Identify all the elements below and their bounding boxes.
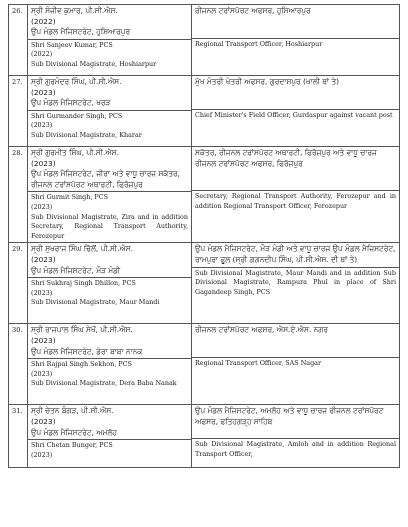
- table-row: [9, 147, 400, 243]
- officer-name-english: Shri Gurmit Singh, PCS (2023) Sub Divisional Magistrate, Zira and in addition Secretary, Regional Transport Authority, Ferozepur: [31, 193, 188, 240]
- posting-punjabi: ਮੁੱਖ ਮੰਤਰੀ ਖੇਤਰੀ ਅਫਸਰ, ਗੁਰਦਾਸਪੁਰ (ਖਾਲੀ ਥਾਂ ਤੇ): [195, 77, 339, 86]
- table-row: [9, 324, 400, 405]
- posting-cell: [192, 324, 400, 405]
- table-row: [9, 405, 400, 468]
- table-row: [9, 76, 400, 147]
- posting-punjabi: ਸਕੱਤਰ, ਰੀਜਨਲ ਟਰਾਂਸਪੋਰਟ ਅਥਾਰਟੀ, ਫਿਰੋਜ਼ਪੁਰ ਅਤੇ ਵਾਧੂ ਚਾਰਜ ਰੀਜਨਲ ਟਰਾਂਸਪੋਰਟ ਅਫਸਰ, ਫਿਰੋਜ਼ਪੁਰ: [195, 148, 377, 168]
- officer-cell: [28, 147, 192, 243]
- serial-number: 31.: [9, 405, 28, 468]
- table-row: [9, 243, 400, 324]
- posting-punjabi: ਉਪ ਮੰਡਲ ਮੈਜਿਸਟਰੇਟ, ਅਮਲੋਹ ਅਤੇ ਵਾਧੂ ਚਾਰਜ ਰੀਜਨਲ ਟਰਾਂਸਪੋਰਟ ਅਫਸਰ, ਫਤਿਹਗੜ੍ਹ ਸਾਹਿਬ: [195, 406, 384, 426]
- transfer-orders-table: [8, 4, 400, 468]
- officer-cell: [28, 324, 192, 405]
- serial-number: 26.: [9, 5, 28, 76]
- posting-punjabi: ਉਪ ਮੰਡਲ ਮੈਜਿਸਟਰੇਟ, ਮੌੜ ਮੰਡੀ ਅਤੇ ਵਾਧੂ ਚਾਰਜ ਉਪ ਮੰਡਲ ਮੈਜਿਸਟਰੇਟ, ਰਾਮਪੁਰਾ ਫੂਲ (ਸ੍ਰੀ ਗਗਨਦੀਪ ਸਿੰਘ, ਪੀ.ਸੀ.ਐਸ. ਦੀ ਥਾਂ ਤੇ): [195, 244, 396, 264]
- serial-number: 29.: [9, 243, 28, 324]
- officer-name-english: Shri Gurmander Singh, PCS (2023) Sub Divisional Magistrate, Kharar: [31, 111, 142, 139]
- posting-english: Regional Transport Officer, SAS Nagar: [195, 359, 322, 368]
- officer-cell: [28, 76, 192, 147]
- posting-cell: [192, 405, 400, 468]
- officer-cell: [28, 243, 192, 324]
- posting-english: Chief Minister's Field Officer, Gurdaspur against vacant post: [195, 111, 393, 119]
- posting-english: Sub Divisional Magistrate, Amloh and in addition Regional Transport Officer,: [195, 440, 396, 458]
- serial-number: 30.: [9, 324, 28, 405]
- serial-number: 28.: [9, 147, 28, 243]
- officer-name-english: Shri Sukhraj Singh Dhillon, PCS (2023) Sub Divisional Magistrate, Maur Mandi: [31, 279, 160, 307]
- officer-name-english: Shri Sanjeev Kumar, PCS (2022) Sub Divisional Magistrate, Hoshiarpur: [31, 40, 157, 68]
- officer-name-english: Shri Chetan Bunger, PCS (2023): [31, 441, 113, 459]
- officer-name-punjabi: ਸ੍ਰੀ ਗੁਰਮੀਤ ਸਿੰਘ, ਪੀ.ਸੀ.ਐਸ. (2023) ਉਪ ਮੰਡਲ ਮੈਜਿਸਟਰੇਟ, ਜੀਰਾ ਅਤੇ ਵਾਧੂ ਚਾਰਜ ਸਕੱਤਰ, ਰੀਜਨਲ ਟਰਾਂਸਪੋਰਟ ਅਥਾਰਟੀ, ਫਿਰੋਜ਼ਪੁਰ: [31, 148, 180, 189]
- table-row: [9, 5, 400, 76]
- posting-cell: [192, 5, 400, 76]
- officer-name-punjabi: ਸ੍ਰੀ ਸੁਖਰਾਜ ਸਿੰਘ ਢਿੱਲੋਂ, ਪੀ.ਸੀ.ਐਸ. (2023) ਉਪ ਮੰਡਲ ਮੈਜਿਸਟਰੇਟ, ਮੌੜ ਮੰਡੀ: [31, 244, 134, 275]
- posting-cell: [192, 76, 400, 147]
- posting-punjabi: ਰੀਜਨਲ ਟਰਾਂਸਪੋਰਟ ਅਫਸਰ, ਹੁਸ਼ਿਆਰਪੁਰ: [195, 6, 311, 15]
- officer-cell: [28, 405, 192, 468]
- posting-english: Secretary, Regional Transport Authority, Ferozepur and in addition Regional Transport Officer, Ferozepur: [195, 192, 396, 210]
- officer-name-punjabi: ਸ੍ਰੀ ਗੁਰਮੰਦਰ ਸਿੰਘ, ਪੀ.ਸੀ.ਐਸ. (2023) ਉਪ ਮੰਡਲ ਮੈਜਿਸਟਰੇਟ, ਖਰੜ: [31, 77, 122, 108]
- officer-cell: [28, 5, 192, 76]
- posting-cell: [192, 147, 400, 243]
- officer-name-punjabi: ਸ੍ਰੀ ਸੰਜੀਵ ਕੁਮਾਰ, ਪੀ.ਸੀ.ਐਸ. (2022) ਉਪ ਮੰਡਲ ਮੈਜਿਸਟਰੇਟ, ਹੁਸ਼ਿਆਰਪੁਰ: [31, 6, 131, 37]
- posting-english: Regional Transport Officer, Hoshiarpur: [195, 40, 323, 48]
- posting-cell: [192, 243, 400, 324]
- officer-name-english: Shri Rajpal Singh Sekhon, PCS (2023) Sub Divisional Magistrate, Dera Baba Nanak: [31, 360, 177, 388]
- serial-number: 27.: [9, 76, 28, 147]
- officer-name-punjabi: ਸ੍ਰੀ ਰਾਜਪਾਲ ਸਿੰਘ ਸੇਖੋਂ, ਪੀ.ਸੀ.ਐਸ. (2023) ਉਪ ਮੰਡਲ ਮੈਜਿਸਟਰੇਟ, ਡੇਰਾ ਬਾਬਾ ਨਾਨਕ: [31, 325, 143, 356]
- posting-english: Sub Divisional Magistrate, Maur Mandi and in addition Sub Divisional Magistrate, Rampura Phul in place of Shri Gagandeep Singh, PCS: [195, 268, 396, 296]
- posting-punjabi: ਰੀਜਨਲ ਟਰਾਂਸਪੋਰਟ ਅਫਸਰ, ਐਸ.ਏ.ਐਸ. ਨਗਰ: [195, 325, 328, 335]
- officer-name-punjabi: ਸ੍ਰੀ ਚੇਤਨ ਬੰਗੜ, ਪੀ.ਸੀ.ਐਸ. (2023) ਉਪ ਮੰਡਲ ਮੈਜਿਸਟਰੇਟ, ਅਮਲੋਹ: [31, 406, 117, 437]
